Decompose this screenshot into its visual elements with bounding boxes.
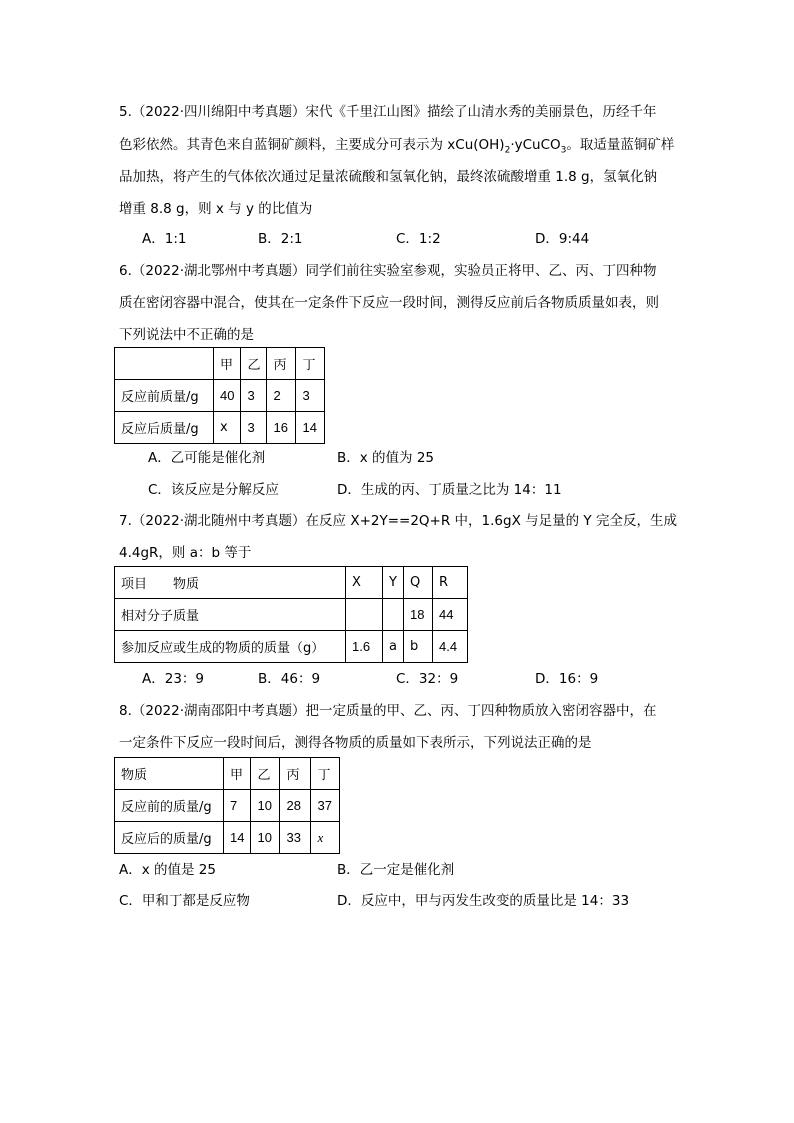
q5-option-a: A．1:1 — [142, 231, 187, 247]
table-cell: 项目 物质 — [115, 567, 346, 599]
table-cell: 甲 — [224, 758, 251, 790]
table-cell: 甲 — [214, 348, 241, 380]
table-cell: 反应前质量/g — [115, 380, 214, 412]
table-row — [115, 758, 340, 790]
table-cell: X — [346, 567, 383, 599]
table-cell: 乙 — [251, 758, 280, 790]
table-cell: 相对分子质量 — [115, 599, 346, 631]
q7-option-c: C．32：9 — [396, 671, 459, 687]
table-cell: 37 — [311, 790, 340, 822]
table-cell: 4.4 — [433, 631, 468, 663]
table-cell — [115, 348, 214, 380]
q5-line-2-a: 色彩依然。其青色来自蓝铜矿颜料，主要成分可表示为 xCu(OH) — [119, 137, 505, 153]
q7-table — [114, 566, 468, 663]
q5-option-b: B．2:1 — [258, 231, 303, 247]
table-cell: 反应前的质量/g — [115, 790, 224, 822]
table-row — [115, 822, 340, 854]
q5-line-2-c: 。取适量蓝铜矿样 — [566, 137, 675, 153]
table-row — [115, 631, 468, 663]
table-cell: 丁 — [311, 758, 340, 790]
table-row — [115, 412, 325, 444]
q5-sub-3: 3 — [560, 145, 567, 156]
q8-option-b: B．乙一定是催化剂 — [337, 862, 455, 878]
table-cell: 3 — [241, 380, 267, 412]
table-cell: 28 — [280, 790, 311, 822]
table-row — [115, 790, 340, 822]
q5-sub-2: 2 — [504, 145, 511, 156]
table-row — [115, 380, 325, 412]
table-cell: a — [383, 631, 404, 663]
table-cell: 44 — [433, 599, 468, 631]
table-cell: 3 — [296, 380, 325, 412]
table-cell: x — [214, 412, 241, 444]
q7-option-a: A．23：9 — [142, 671, 205, 687]
table-cell: 反应后质量/g — [115, 412, 214, 444]
q6-option-c: C．该反应是分解反应 — [148, 482, 279, 498]
table-cell: 10 — [251, 790, 280, 822]
table-cell: Y — [383, 567, 404, 599]
q5-option-c: C．1:2 — [396, 231, 441, 247]
table-cell: 14 — [224, 822, 251, 854]
table-row — [115, 348, 325, 380]
table-cell: 乙 — [241, 348, 267, 380]
q5-line-3: 品加热，将产生的气体依次通过足量浓硫酸和氢氧化钠，最终浓硫酸增重 1.8 g，氢氧化钠 — [119, 169, 658, 185]
table-cell: 7 — [224, 790, 251, 822]
table-cell: x — [311, 822, 340, 854]
table-cell: 1.6 — [346, 631, 383, 663]
table-cell: b — [404, 631, 433, 663]
q5-line-1: 5.（2022·四川绵阳中考真题）宋代《千里江山图》描绘了山清水秀的美丽景色，历经千年 — [119, 104, 657, 120]
table-cell — [383, 599, 404, 631]
table-cell: 丁 — [296, 348, 325, 380]
table-cell — [346, 599, 383, 631]
table-cell: 反应后的质量/g — [115, 822, 224, 854]
table-cell: 2 — [267, 380, 296, 412]
table-cell: 33 — [280, 822, 311, 854]
q5-line-2 — [119, 136, 674, 160]
q6-option-d: D．生成的丙、丁质量之比为 14：11 — [337, 482, 562, 498]
q5-option-d: D．9:44 — [535, 231, 590, 247]
table-cell: 物质 — [115, 758, 224, 790]
q8-line-1: 8.（2022·湖南邵阳中考真题）把一定质量的甲、乙、丙、丁四种物质放入密闭容器中，在 — [119, 703, 657, 719]
table-cell: 18 — [404, 599, 433, 631]
q6-line-2: 质在密闭容器中混合，使其在一定条件下反应一段时间，测得反应前后各物质质量如表，则 — [119, 295, 659, 311]
table-cell: 14 — [296, 412, 325, 444]
q6-option-b: B．x 的值为 25 — [337, 450, 435, 466]
table-cell: 3 — [241, 412, 267, 444]
q8-option-a: A．x 的值是 25 — [119, 862, 216, 878]
table-row — [115, 599, 468, 631]
q5-line-4: 增重 8.8 g，则 x 与 y 的比值为 — [119, 201, 313, 217]
q8-option-c: C．甲和丁都是反应物 — [119, 893, 250, 909]
q8-line-2: 一定条件下反应一段时间后，测得各物质的质量如下表所示，下列说法正确的是 — [119, 735, 592, 751]
table-cell: 丙 — [267, 348, 296, 380]
table-cell: 16 — [267, 412, 296, 444]
table-cell: 40 — [214, 380, 241, 412]
q7-line-1: 7.（2022·湖北随州中考真题）在反应 X+2Y==2Q+R 中，1.6gX 与足量的 Y 完全反，生成 — [119, 513, 677, 529]
q6-option-a: A．乙可能是催化剂 — [148, 450, 266, 466]
table-cell: 参加反应或生成的物质的质量（g） — [115, 631, 346, 663]
q8-table — [114, 757, 340, 854]
table-cell: 丙 — [280, 758, 311, 790]
q6-line-1: 6.（2022·湖北鄂州中考真题）同学们前往实验室参观，实验员正将甲、乙、丙、丁四种物 — [119, 263, 657, 279]
q5-line-2-b: ·yCuCO — [510, 137, 561, 153]
q6-table — [114, 347, 325, 444]
table-cell: 10 — [251, 822, 280, 854]
q7-option-d: D．16：9 — [535, 671, 599, 687]
q6-line-3: 下列说法中不正确的是 — [119, 327, 254, 343]
q7-line-2: 4.4gR，则 a：b 等于 — [119, 545, 252, 561]
table-cell: Q — [404, 567, 433, 599]
q7-option-b: B．46：9 — [258, 671, 321, 687]
table-cell: R — [433, 567, 468, 599]
table-row — [115, 567, 468, 599]
q8-option-d: D．反应中，甲与丙发生改变的质量比是 14：33 — [337, 893, 630, 909]
